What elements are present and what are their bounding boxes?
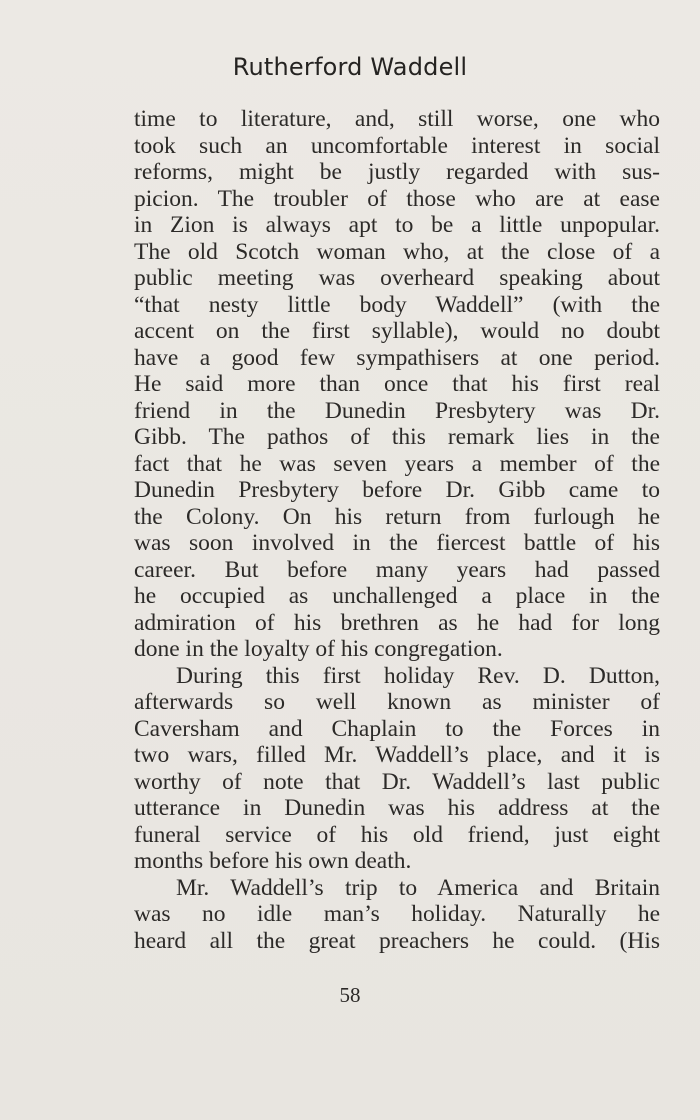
text-line: worthy of note that Dr. Waddell’s last public: [134, 768, 660, 795]
text-line: afterwards so well known as minister of: [134, 689, 660, 715]
text-line: heard all the great preachers he could. (His: [134, 927, 660, 954]
running-head: Rutherford Waddell: [232, 53, 468, 81]
text-line: During this first holiday Rev. D. Dutton,: [176, 662, 660, 689]
text-line: utterance in Dunedin was his address at the: [134, 795, 660, 821]
text-line: was no idle man’s holiday. Naturally he: [134, 901, 660, 927]
text-line: admiration of his brethren as he had for long: [134, 609, 660, 636]
text-line: the Colony. On his return from furlough he: [134, 503, 660, 530]
text-line: funeral service of his old friend, just eight: [134, 821, 660, 848]
text-line: took such an uncomfortable interest in social: [134, 132, 660, 159]
text-line: He said more than once that his first real: [134, 371, 660, 397]
text-line: Gibb. The pathos of this remark lies in the: [134, 424, 660, 450]
text-line: months before his own death.: [134, 848, 412, 874]
text-line: fact that he was seven years a member of the: [134, 450, 660, 477]
text-line: have a good few sympathisers at one period.: [134, 344, 660, 371]
text-line: career. But before many years had passed: [134, 556, 660, 583]
text-line: in Zion is always apt to be a little unpopular.: [134, 212, 660, 238]
page-number: 58: [339, 983, 361, 1007]
text-line: “that nesty little body Waddell” (with the: [134, 291, 660, 318]
body-text: [134, 106, 660, 954]
text-line: done in the loyalty of his congregation.: [134, 636, 503, 662]
text-line: public meeting was overheard speaking about: [134, 265, 660, 291]
text-line: Caversham and Chaplain to the Forces in: [134, 715, 660, 742]
text-line: two wars, filled Mr. Waddell’s place, and it is: [134, 742, 660, 768]
text-line: Dunedin Presbytery before Dr. Gibb came to: [134, 477, 660, 503]
text-line: accent on the first syllable), would no doubt: [134, 318, 660, 344]
text-line: time to literature, and, still worse, one who: [134, 106, 660, 132]
text-line: The old Scotch woman who, at the close of a: [134, 238, 660, 265]
text-line: friend in the Dunedin Presbytery was Dr.: [134, 397, 660, 424]
text-line: was soon involved in the fiercest battle of his: [134, 530, 660, 556]
text-line: picion. The troubler of those who are at ease: [134, 185, 660, 212]
text-line: he occupied as unchallenged a place in the: [134, 583, 660, 609]
text-line: reforms, might be justly regarded with sus-: [134, 159, 660, 185]
text-line: Mr. Waddell’s trip to America and Britain: [176, 874, 660, 901]
